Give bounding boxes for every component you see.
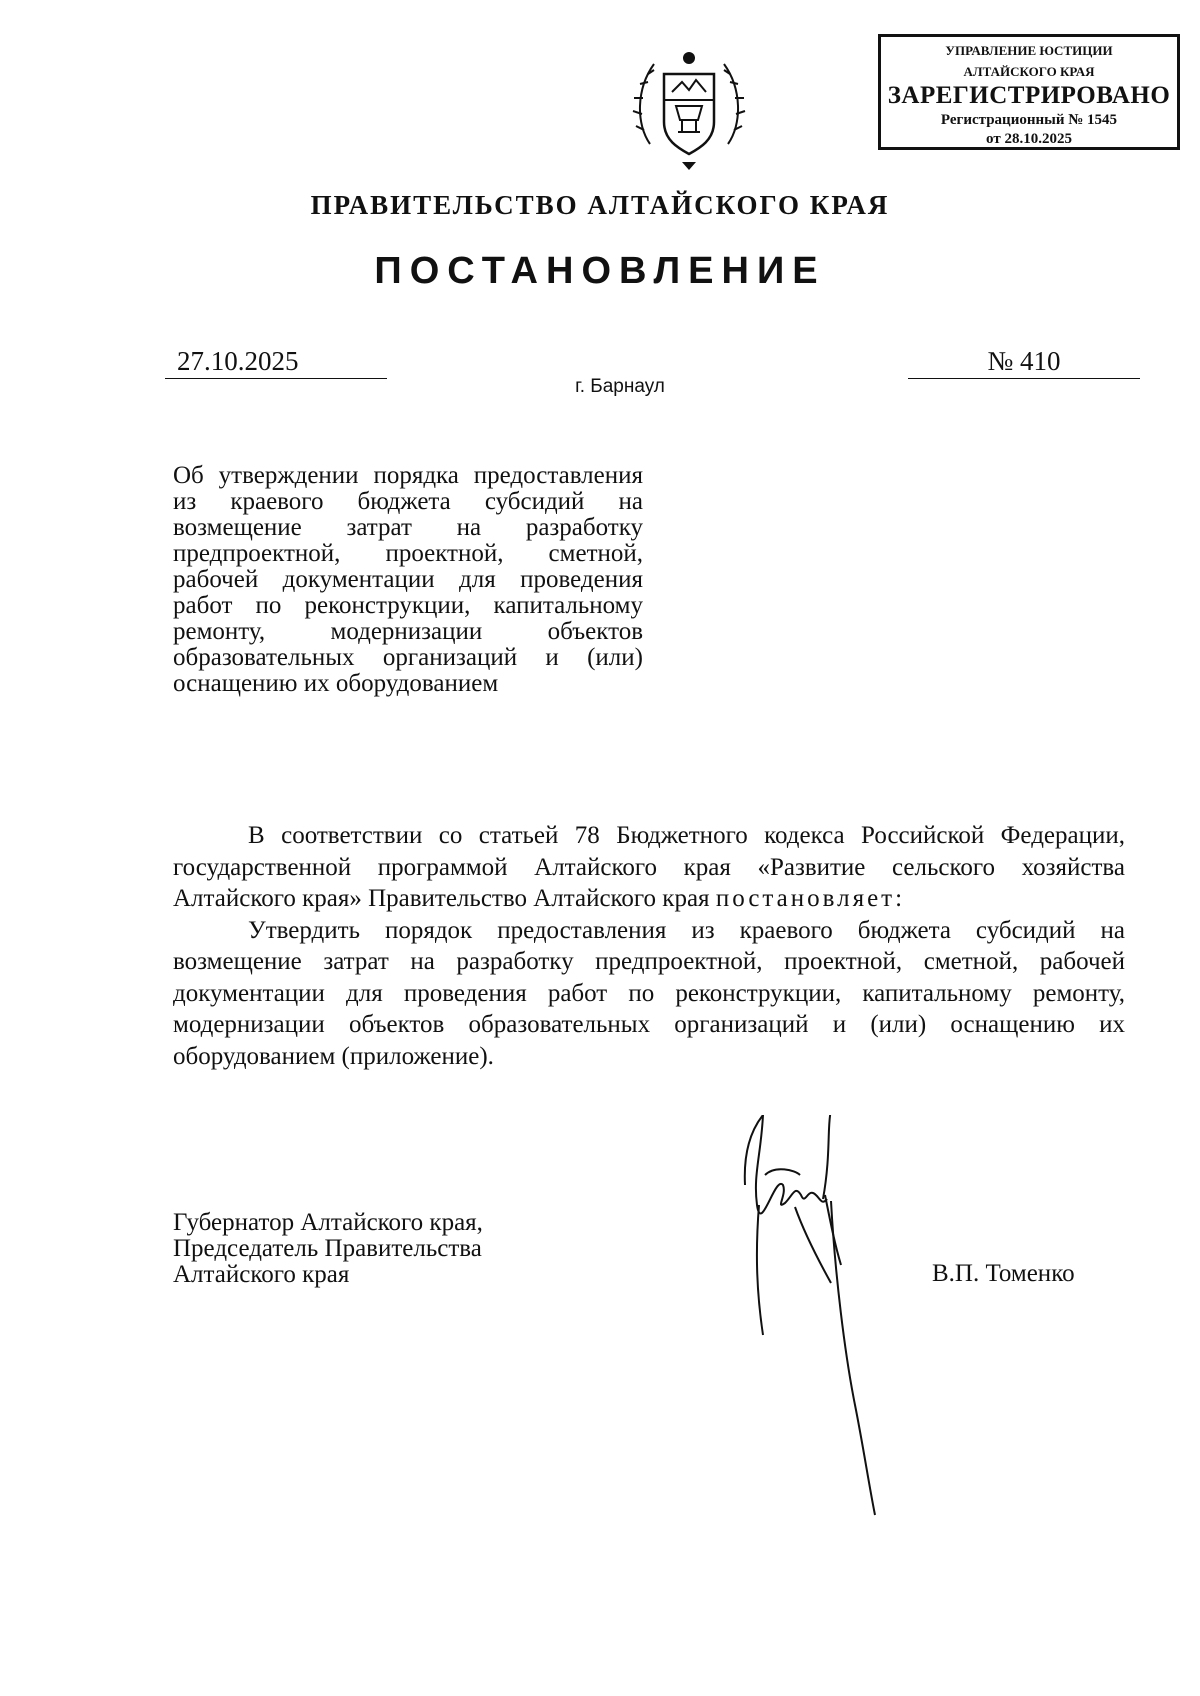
document-body [173,820,1125,1072]
position-line-2: Председатель Правительства [173,1235,482,1262]
stamp-reg-number: Регистрационный № 1545 [940,112,1118,128]
position-line-1: Губернатор Алтайского края, [173,1209,483,1236]
coat-of-arms-icon [630,44,748,172]
body-paragraph-1 [173,820,1125,915]
signatory-position [173,1210,483,1288]
signatory-name: В.П. Томенко [932,1260,1075,1287]
stamp-dept-line2: АЛТАЙСКОГО КРАЯ [963,64,1095,79]
document-subject: Об утверждении порядка предоставления из краевого бюджета субсидий на возмещение затрат на разработку предпроектной, проектной, сметной, рабочей документации для проведения работ по реконструкции, капитальному ремонту, модернизации объектов образовательных организаций и (или) оснащению их оборудованием [173,462,643,697]
body-verb: постановляет: [715,885,906,912]
organization-title: ПРАВИТЕЛЬСТВО АЛТАЙСКОГО КРАЯ [310,190,890,220]
position-line-3: Алтайского края [173,1261,350,1288]
document-type: ПОСТАНОВЛЕНИЕ [374,250,826,292]
document-number: № 410 [908,344,1140,379]
body-paragraph-2: Утвердить порядок предоставления из краевого бюджета субсидий на возмещение затрат на разработку предпроектной, проектной, сметной, рабочей документации для проведения работ по реконструкции, капитальному ремонту, модернизации объектов образовательных организаций и (или) оснащению их оборудованием (приложение). [173,916,1125,1070]
stamp-status: ЗАРЕГИСТРИРОВАНО [887,82,1171,109]
body-paragraph-1-text: В соответствии со статьей 78 Бюджетного кодекса Российской Федерации, государственной программой Алтайского края «Развитие сельского хозяйства Алтайского края» Правительство Алтайского края [173,822,1125,912]
document-date: 27.10.2025 [165,344,387,379]
signature-icon [735,1115,905,1520]
registration-stamp [878,34,1180,150]
stamp-reg-date: от 28.10.2025 [986,131,1072,147]
stamp-dept-line1: УПРАВЛЕНИЕ ЮСТИЦИИ [945,43,1113,58]
document-city: г. Барнаул [575,376,665,397]
